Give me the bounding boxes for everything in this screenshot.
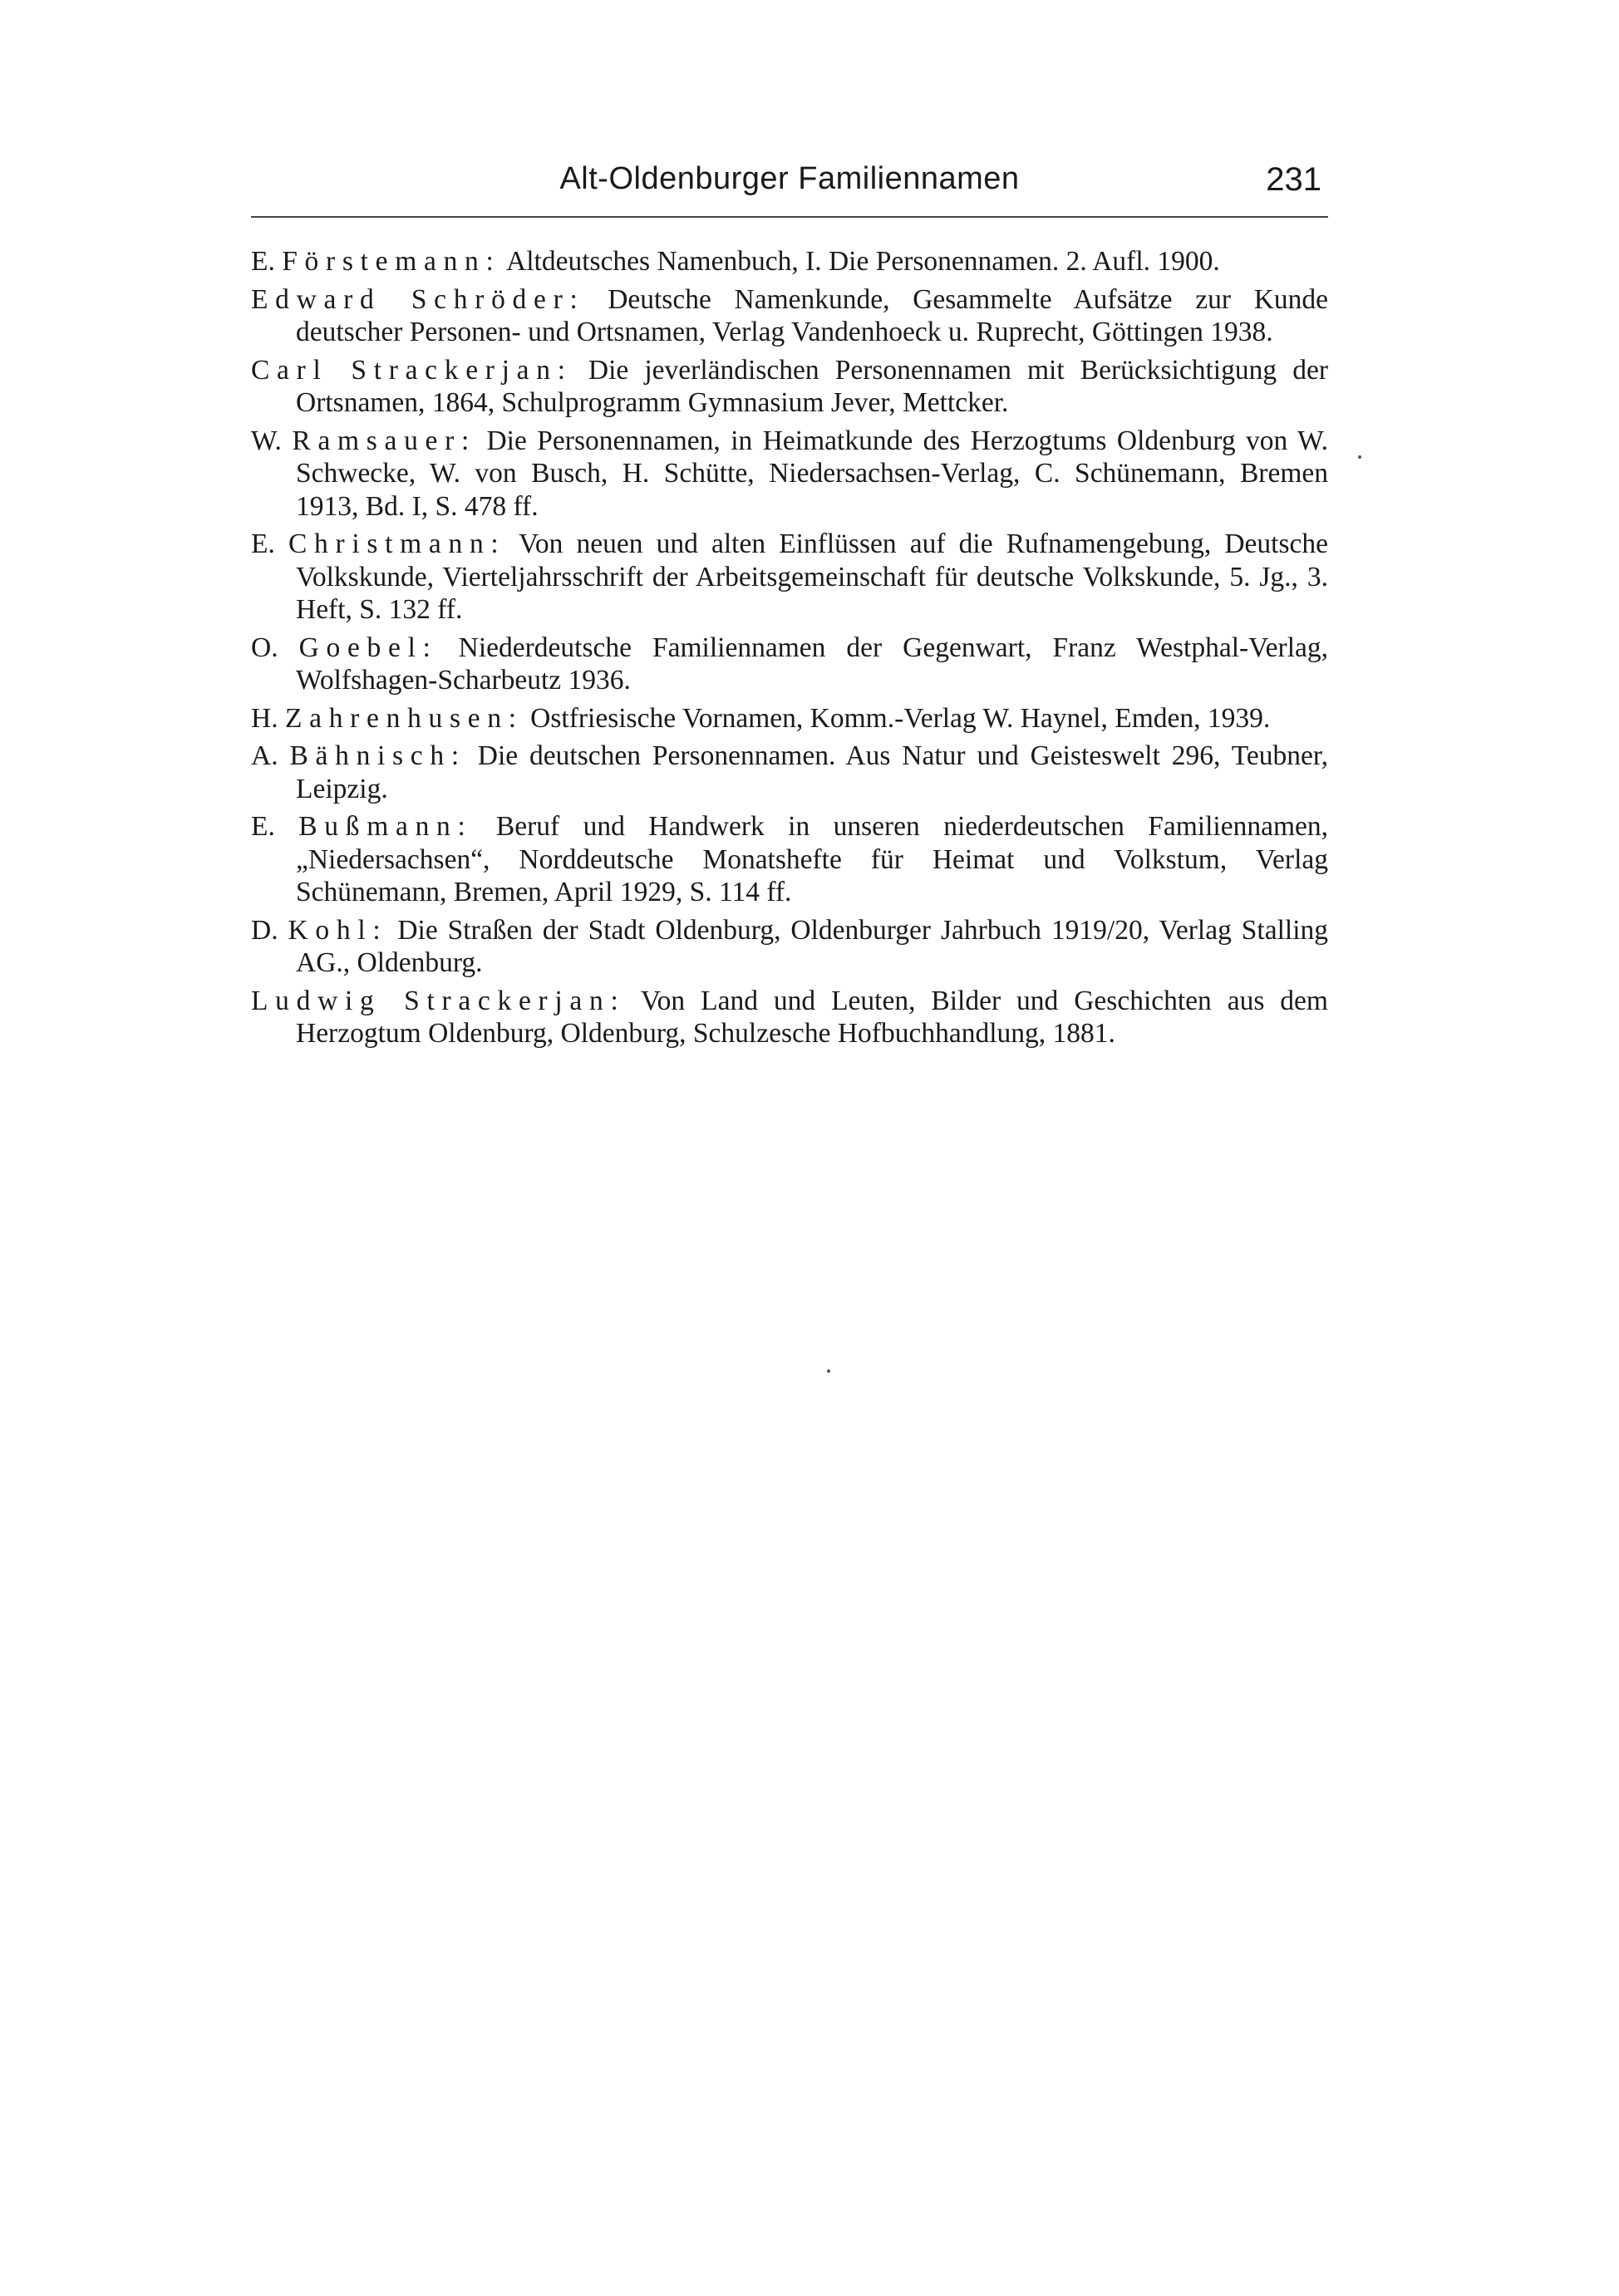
citation-text: Die jeverländischen Personennamen mit Berücksichtigung der Ortsnamen, 1864, Schulprogramm Gymnasium Jever, Mettcker. bbox=[296, 354, 1329, 418]
author-initial: A. bbox=[251, 740, 278, 771]
author-initial: O. bbox=[251, 632, 278, 663]
citation-text: Beruf und Handwerk in unseren niederdeutschen Familiennamen, „Niedersachsen“, Norddeutsche Monatshefte für Heimat und Volkstum, Verlag Schünemann, Bremen, April 1929, S. 114 ff. bbox=[296, 811, 1329, 907]
citation-text: Von neuen und alten Einflüssen auf die Rufnamengebung, Deutsche Volkskunde, Vierteljahrsschrift der Arbeitsgemeinschaft für deutsche Volkskunde, 5. Jg., 3. Heft, S. 132 ff. bbox=[296, 529, 1329, 625]
citation-text: Die deutschen Personennamen. Aus Natur und Geisteswelt 296, Teubner, Leipzig. bbox=[296, 740, 1329, 804]
citation-text: Deutsche Namenkunde, Gesammelte Aufsätze zur Kunde deutscher Personen- und Ortsnamen, Verlag Vandenhoeck u. Ruprecht, Göttingen 1938. bbox=[296, 283, 1329, 347]
bibliography-entry bbox=[251, 740, 1328, 805]
bibliography-entry bbox=[251, 354, 1328, 420]
bibliography-entry bbox=[251, 632, 1328, 697]
citation-text: Niederdeutsche Familiennamen der Gegenwart, Franz Westphal-Verlag, Wolfshagen-Scharbeutz 1936. bbox=[296, 632, 1328, 696]
author-name: Christmann: bbox=[288, 529, 506, 559]
citation-text: Von Land und Leuten, Bilder und Geschichten aus dem Herzogtum Oldenburg, Oldenburg, Schulzesche Hofbuchhandlung, 1881. bbox=[296, 985, 1328, 1049]
citation-text: Die Personennamen, in Heimatkunde des Herzogtums Oldenburg von W. Schwecke, W. von Busch, H. Schütte, Niedersachsen-Verlag, C. Schünemann, Bremen 1913, Bd. I, S. 478 ff. bbox=[296, 425, 1329, 522]
author-initial: E. bbox=[251, 529, 275, 559]
bibliography-entry bbox=[251, 528, 1328, 627]
print-speck bbox=[827, 1369, 830, 1373]
author-name: Edward Schröder: bbox=[251, 283, 585, 315]
author-name: Bähnisch: bbox=[289, 740, 466, 771]
bibliography-entry bbox=[251, 425, 1328, 524]
citation-text: Altdeutsches Namenbuch, I. Die Personennamen. 2. Aufl. 1900. bbox=[506, 246, 1220, 277]
running-title: Alt-Oldenburger Familiennamen bbox=[559, 161, 1020, 196]
author-initial: W. bbox=[251, 425, 282, 456]
author-initial: E. bbox=[251, 246, 275, 277]
citation-text: Die Straßen der Stadt Oldenburg, Oldenburger Jahrbuch 1919/20, Verlag Stalling AG., Oldenburg. bbox=[296, 914, 1328, 978]
bibliography-list bbox=[251, 245, 1328, 1055]
print-speck bbox=[1358, 455, 1361, 459]
author-name: Zahrenhusen: bbox=[284, 702, 524, 734]
author-name: Goebel: bbox=[298, 632, 438, 663]
author-initial: H. bbox=[251, 702, 278, 734]
citation-text: Ostfriesische Vornamen, Komm.-Verlag W. Haynel, Emden, 1939. bbox=[530, 702, 1271, 734]
bibliography-entry bbox=[251, 245, 1328, 278]
bibliography-entry bbox=[251, 810, 1328, 909]
author-name: Bußmann: bbox=[298, 811, 473, 842]
author-name: Kohl: bbox=[288, 914, 388, 946]
bibliography-entry bbox=[251, 283, 1328, 349]
bibliography-entry bbox=[251, 914, 1328, 980]
author-name: Ramsauer: bbox=[292, 425, 477, 456]
author-initial: E. bbox=[251, 811, 275, 842]
bibliography-entry bbox=[251, 985, 1328, 1050]
running-head bbox=[251, 158, 1328, 218]
author-name: Förstemann: bbox=[282, 246, 501, 277]
bibliography-entry bbox=[251, 702, 1328, 735]
author-name: Carl Strackerjan: bbox=[251, 354, 573, 386]
author-initial: D. bbox=[251, 914, 278, 946]
page-number: 231 bbox=[1266, 161, 1321, 198]
author-name: Ludwig Strackerjan: bbox=[251, 985, 626, 1016]
